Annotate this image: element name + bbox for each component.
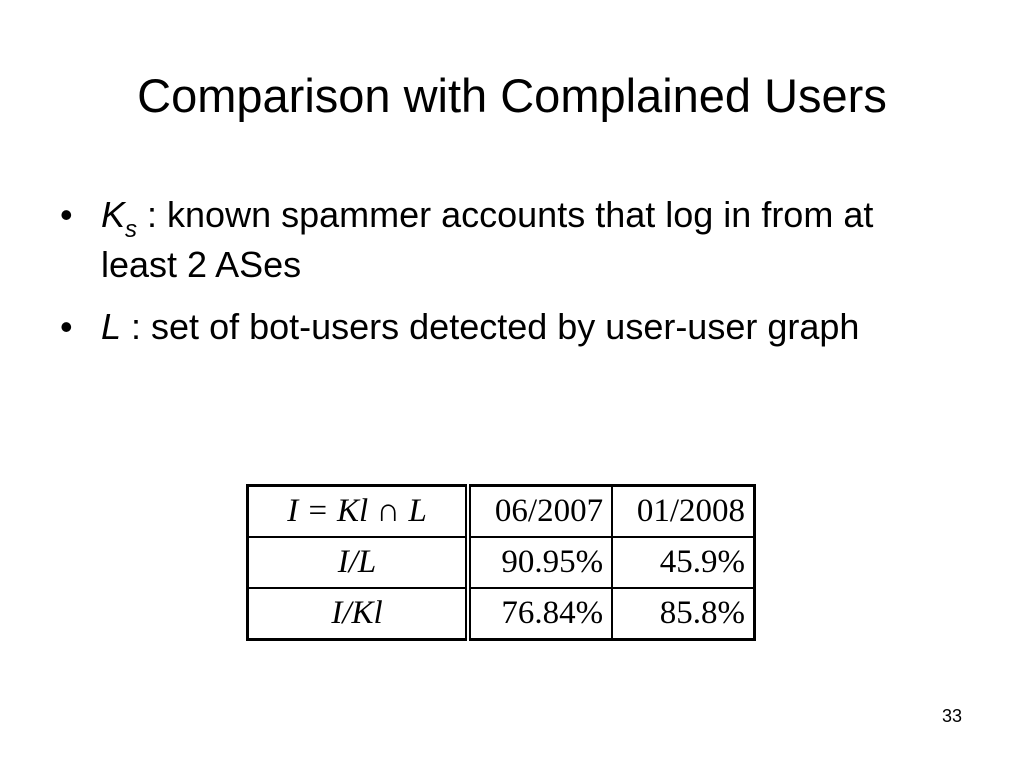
bullet-list: [58, 192, 958, 366]
table-row: [248, 537, 755, 588]
bullet-item-ks: [58, 192, 958, 287]
slide-title: Comparison with Complained Users: [137, 69, 887, 122]
symbol-l: L: [101, 306, 122, 347]
table-row: [248, 588, 755, 640]
bullet-marker: •: [60, 306, 73, 347]
symbol-k: K: [101, 194, 126, 235]
table-cell: 90.95%: [468, 537, 612, 588]
bullet-item-l: [58, 304, 958, 349]
comparison-table-container: [246, 484, 756, 639]
column-header-01-2008: 01/2008: [612, 486, 754, 538]
symbol-subscript-s: s: [125, 216, 138, 243]
table-header-label: I = Kl ∩ L: [248, 486, 469, 538]
table-cell: 85.8%: [612, 588, 754, 640]
table-header-row: [248, 486, 755, 538]
table-cell: 76.84%: [468, 588, 612, 640]
bullet-text: : set of bot-users detected by user-user graph: [121, 306, 860, 347]
comparison-table: [246, 484, 756, 641]
page-number: 33: [941, 706, 962, 726]
row-label-i-over-l: I/L: [248, 537, 469, 588]
row-label-i-over-kl: I/Kl: [248, 588, 469, 640]
bullet-text: : known spammer accounts that log in from at least 2 ASes: [101, 194, 874, 285]
table-cell: 45.9%: [612, 537, 754, 588]
bullet-marker: •: [60, 194, 73, 235]
column-header-06-2007: 06/2007: [468, 486, 612, 538]
